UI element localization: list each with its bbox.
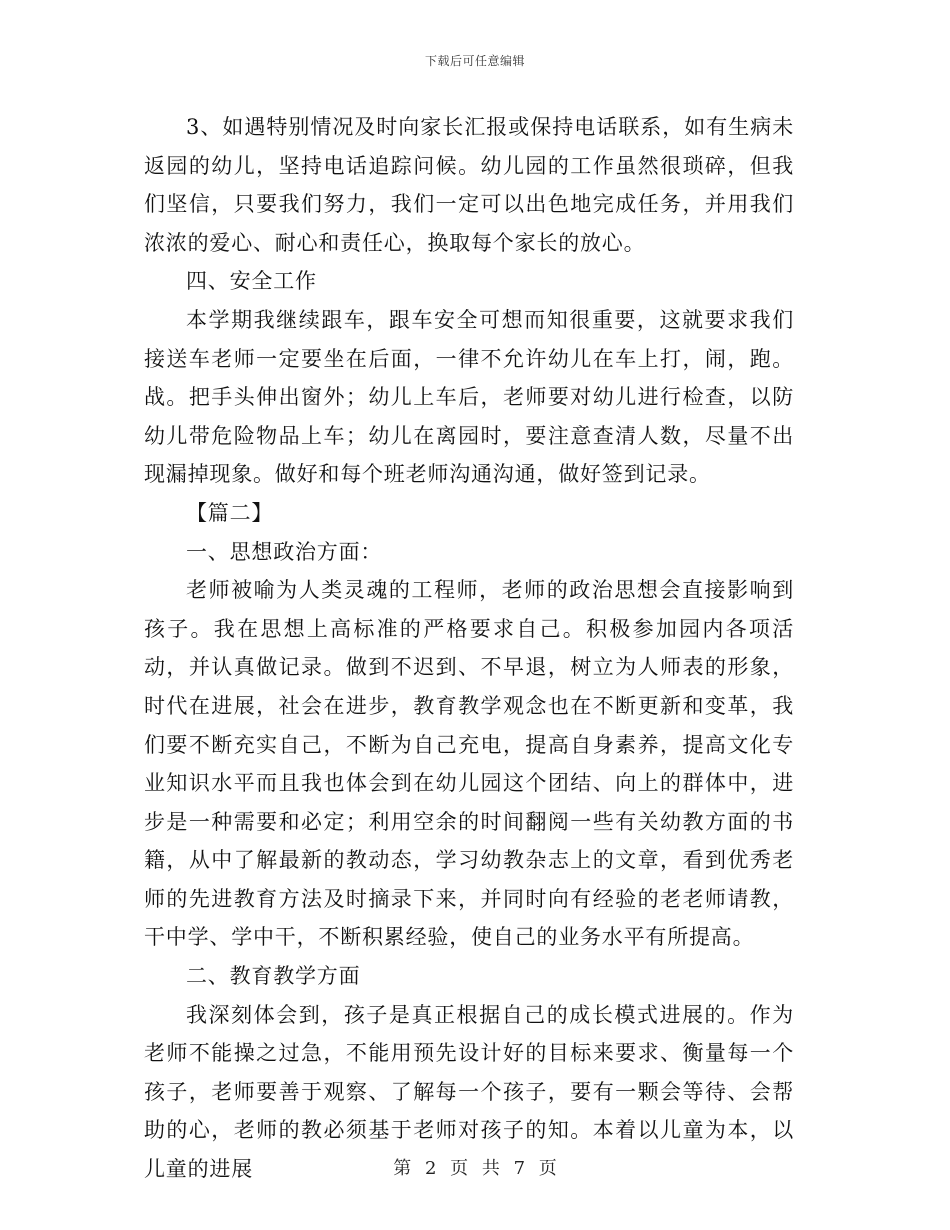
section-heading-teaching: 二、教育教学方面 xyxy=(186,964,361,989)
paragraph-ideology: 老师被喻为人类灵魂的工程师，老师的政治思想会直接影响到孩子。我在思想上高标准的严格要求自己。积极参加园内各项活动，并认真做记录。做到不迟到、不早退，树立为人师表的形象，时代在进展，社会在进步，教育教学观念也在不断更新和变革，我们要不断充实自己，不断为自己充电，提高自身素养，提高文化专业知识水平而且我也体会到在幼儿园这个团结、向上的群体中，进步是一种需要和必定；利用空余的时间翻阅一些有关幼教方面的书籍，从中了解最新的教动态，学习幼教杂志上的文章，看到优秀老师的先进教育方法及时摘录下来，并同时向有经验的老老师请教，干中学、学中干，不断积累经验，使自己的业务水平有所提高。 xyxy=(144,578,794,950)
page-header: 下载后可任意编辑 xyxy=(424,54,525,68)
document-body xyxy=(144,108,794,1189)
part-heading-two: 【篇二】 xyxy=(186,500,274,525)
paragraph-teaching: 我深刻体会到，孩子是真正根据自己的成长模式进展的。作为老师不能操之过急，不能用预先设计好的目标来要求、衡量每一个孩子，老师要善于观察、了解每一个孩子，要有一颗会等待、会帮助的心，老师的教必须基于老师对孩子的知。本着以儿童为本，以儿童的进展 xyxy=(144,1002,794,1182)
page-number-footer: 第 2 页 共 7 页 xyxy=(393,1158,557,1179)
paragraph-safety-work: 本学期我继续跟车，跟车安全可想而知很重要，这就要求我们接送车老师一定要坐在后面，一律不允许幼儿在车上打，闹，跑。战。把手头伸出窗外；幼儿上车后，老师要对幼儿进行检查，以防幼儿带危险物品上车；幼儿在离园时，要注意查清人数，尽量不出现漏掉现象。做好和每个班老师沟通沟通，做好签到记录。 xyxy=(144,307,794,487)
section-heading-ideology: 一、思想政治方面： xyxy=(186,539,383,564)
paragraph-contact-parents: 3、如遇特别情况及时向家长汇报或保持电话联系，如有生病未返园的幼儿，坚持电话追踪问候。幼儿园的工作虽然很琐碎，但我们坚信，只要我们努力，我们一定可以出色地完成任务，并用我们浓浓的爱心、耐心和责任心，换取每个家长的放心。 xyxy=(144,115,794,255)
section-heading-safety: 四、安全工作 xyxy=(186,269,317,294)
